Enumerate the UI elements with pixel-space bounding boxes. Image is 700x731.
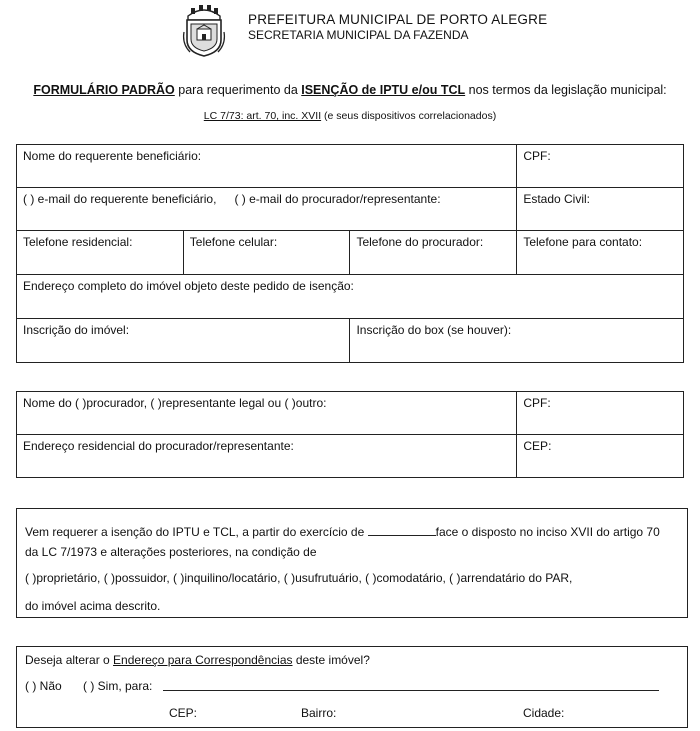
exercicio-blank[interactable] xyxy=(368,525,436,536)
requerimento-line4: do imóvel acima descrito. xyxy=(25,599,161,613)
field-inscricao-box[interactable]: Inscrição do box (se houver): xyxy=(350,319,684,363)
condicao-options[interactable]: ( )proprietário, ( )possuidor, ( )inquilino/locatário, ( )usufrutuário, ( )comodatário, ( )arrendatário do PAR, xyxy=(25,571,573,585)
requerimento-text-a: Vem requerer a isenção do IPTU e TCL, a partir do exercício de xyxy=(25,525,368,539)
question-text-b: deste imóvel? xyxy=(292,653,370,667)
title-text-a: para requerimento da xyxy=(174,83,302,97)
field-nome-requerente[interactable]: Nome do requerente beneficiário: xyxy=(17,145,517,188)
field-cpf-requerente[interactable]: CPF: xyxy=(517,145,684,188)
field-telefone-celular[interactable]: Telefone celular: xyxy=(183,231,350,275)
requerente-table xyxy=(16,144,684,363)
field-telefone-contato[interactable]: Telefone para contato: xyxy=(517,231,684,275)
title-text-b: nos termos da legislação municipal: xyxy=(465,83,667,97)
option-nao[interactable]: ( ) Não xyxy=(25,679,62,693)
org-name-line1: PREFEITURA MUNICIPAL DE PORTO ALEGRE xyxy=(248,12,548,27)
correspondencia-question xyxy=(25,653,370,667)
email-procurador-option[interactable]: ( ) e-mail do procurador/representante: xyxy=(234,192,441,206)
question-text-a: Deseja alterar o xyxy=(25,653,114,667)
coat-of-arms-icon xyxy=(182,2,226,58)
law-reference: LC 7/73: art. 70, inc. XVII xyxy=(203,110,322,122)
correspondencia-box xyxy=(16,646,688,728)
requerimento-text-b: face o disposto no inciso XVII do artigo 70 xyxy=(435,525,660,539)
field-bairro[interactable]: Bairro: xyxy=(301,706,337,720)
field-cidade[interactable]: Cidade: xyxy=(523,706,565,720)
field-endereco-procurador[interactable]: Endereço residencial do procurador/representante: xyxy=(17,435,517,478)
field-telefone-residencial[interactable]: Telefone residencial: xyxy=(17,231,184,275)
requerimento-box xyxy=(16,508,688,618)
org-name-line2: SECRETARIA MUNICIPAL DA FAZENDA xyxy=(248,28,469,42)
field-email-options[interactable] xyxy=(17,188,517,231)
field-cep-procurador[interactable]: CEP: xyxy=(517,435,684,478)
question-underlined: Endereço para Correspondências xyxy=(113,653,293,667)
option-sim[interactable]: ( ) Sim, para: xyxy=(83,679,153,693)
field-nome-procurador[interactable]: Nome do ( )procurador, ( )representante legal ou ( )outro: xyxy=(17,392,517,435)
field-endereco-imovel[interactable]: Endereço completo do imóvel objeto deste pedido de isenção: xyxy=(17,275,684,319)
new-address-blank[interactable] xyxy=(163,679,659,691)
requerimento-line2: da LC 7/1973 e alterações posteriores, na condição de xyxy=(25,545,317,559)
field-cep-correspondencia[interactable]: CEP: xyxy=(169,706,198,720)
title-exemption: ISENÇÃO de IPTU e/ou TCL xyxy=(301,83,466,97)
title-form-type: FORMULÁRIO PADRÃO xyxy=(33,83,175,97)
field-telefone-procurador[interactable]: Telefone do procurador: xyxy=(350,231,517,275)
document-header xyxy=(0,0,700,62)
form-subtitle xyxy=(0,110,700,122)
law-note: (e seus dispositivos correlacionados) xyxy=(321,110,497,122)
form-title xyxy=(0,83,700,97)
requerimento-line1 xyxy=(25,525,660,539)
email-requerente-option[interactable]: ( ) e-mail do requerente beneficiário, xyxy=(23,192,217,206)
field-inscricao-imovel[interactable]: Inscrição do imóvel: xyxy=(17,319,350,363)
field-estado-civil[interactable]: Estado Civil: xyxy=(517,188,684,231)
field-cpf-procurador[interactable]: CPF: xyxy=(517,392,684,435)
procurador-table xyxy=(16,391,684,478)
